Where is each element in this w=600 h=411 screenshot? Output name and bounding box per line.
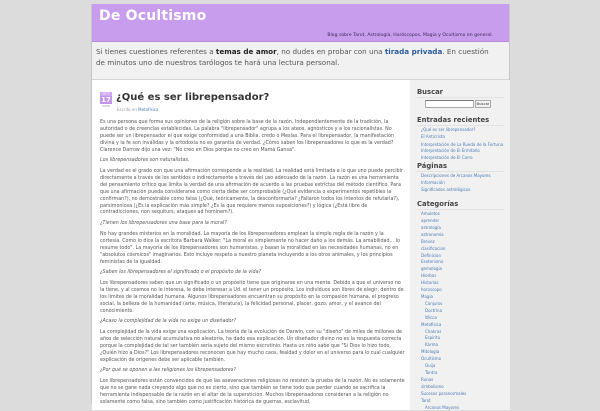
post-paragraph: No hay grandes misterios en la moralidad. La mayoría de los librepensadores emplean la simple regla de la razón y la cortesía. Como lo dice la escritora Barbara Walker: "La moral es simplemente no hacer daño a los demás. La amabilidad... lo resume todo". La mayoría de los librepensadores son humanistas, y basan la moralidad en las necesidades humanas, no en "absolutos cósmicos" imaginarios. Esto incluye respeto a nuestro planeta incluyendo a los otros animales, y los principios feministas de la igualdad. [100, 231, 400, 265]
search-input[interactable] [425, 100, 474, 108]
banner-text: Si tienes cuestiones referentes a [96, 47, 216, 56]
post-paragraph: Es una persona que forma sus opiniones de la religión sobre la base de la razón. Independientemente de la tradición, la autoridad o de creencias establecidas. La palabra "librepensador" agrupa a los ateos, agnósticos y a los racionalistas. No puede ser un librepensador el que exige conformidad a una Biblia, credo o Mesías. Para el librepensador, la manifestación divina y la fe son inválidas y la ortodoxia no es garantía de verdad. ¿Cómo saben los librepensadores lo que es la verdad? Clarence Darrow dijo una vez: "No creo en Dios porque no creo en Mamá Gansa". [100, 120, 394, 153]
date-year: 2008 [102, 104, 110, 108]
category-link[interactable]: Tantra [425, 369, 438, 375]
page-link[interactable]: Descripciones de Arcanos Mayores [421, 173, 491, 179]
date-month: OCT [100, 92, 112, 96]
category-link[interactable]: Mitologia [421, 349, 440, 355]
category-link[interactable]: astronomia [421, 231, 444, 237]
category-link[interactable]: Magia [421, 294, 434, 300]
page-link[interactable]: Información [421, 180, 445, 186]
banner-text: , no dudes en probar con una [276, 47, 385, 56]
recent-post-link[interactable]: Interpretación de El Carro [421, 154, 473, 160]
search-widget [410, 80, 510, 108]
main-column [92, 80, 411, 410]
category-link[interactable]: Chakras [425, 328, 442, 334]
category-link[interactable]: Amuletos [421, 211, 440, 217]
categories-list [417, 211, 504, 411]
category-link[interactable]: simbolismo [421, 383, 444, 389]
site-tagline: Blog sobre Tarot, Astrología, Horóscopos, Magia y Ocultismo en general. [327, 33, 493, 38]
date-badge [100, 92, 112, 108]
category-link[interactable]: Wicca [425, 314, 437, 320]
post-paragraph: Los librepensadores están convencidos de que las aseveraciones religiosas no resisten la prueba de la razón. No es solamente que no se gane nada creyendo algo que no es cierto, sino que también se tiene todo que perder cuando se sacrifica la herramienta indispensable de la razón en el altar de la superstición. Muchos librepensadores consideran a la religión no solamente como falsa, sino también como justificación histórica de guerras, esclavitud, [100, 378, 405, 405]
search-button[interactable]: Buscar [476, 101, 490, 106]
post-title[interactable]: ¿Qué es ser librepensador? [116, 92, 270, 103]
post-category-link[interactable]: Metafísica [138, 107, 159, 112]
site-title[interactable]: De Ocultismo [99, 8, 207, 24]
category-link[interactable]: Arcanos Mayores [425, 404, 460, 410]
page-link[interactable]: Significados astrológicos [421, 187, 471, 193]
category-link[interactable]: Ouija [425, 363, 436, 369]
category-link[interactable]: Runas [421, 376, 434, 382]
post-subheading: ¿Acaso la complejidad de la vida no exige un diseñador? [100, 319, 237, 325]
date-day: 17 [101, 96, 111, 104]
category-link[interactable]: Tarot [421, 397, 431, 403]
category-link[interactable]: Historias [421, 280, 439, 286]
post-paragraph: Los librepensadores saben que un significado o un propósito tiene que originarse en una mente. Debido a que el universo no la tiene, y al cosmos no le interesa, le debe interesar a Ud. el tener un propósito. Los individuos son libres de elegir, dentro de los límites de la moralidad humana. Algunos librepensadores encuentran su propósito en la compasión humana, el progreso social, la belleza de la humanidad (arte, música, literatura), la felicidad personal, placer, gozo, amor, y el avance del conocimiento. [100, 280, 404, 314]
banner-text: . En cuestión de minutos uno de nuestros tarólogos te hará una lectura personal. [96, 47, 489, 67]
pages-list [417, 173, 504, 194]
post-paragraph: La verdad es el grado con que una afirmación corresponde a la realidad. La realidad está limitada a lo que uno puede percibir directamente a través de los sentidos o indirectamente a través del uso adecuado de la razón. La razón es una herramienta del pensamiento crítico que limita la verdad de una afirmación de acuerdo a las pruebas estrictas del método científico. Para que una afirmación pueda considerarse como cierta debe ser comprobable (¿Qué evidencia o experimentos repetibles la confirman?), no demostrable como falsa (¿Qué, teóricamente, la desconformaría? ¿Fallaron todos los intentos de refutarla?), parsimoniosa (¿Es la explicación más simple? ¿Es la que requiere menos suposiciones?) y lógica (¿Está libre de contradicciones, non sequiturs, ataques ad hominem?). [100, 169, 403, 216]
category-link[interactable]: aprender [421, 218, 440, 224]
search-form [417, 98, 504, 108]
category-link[interactable]: Brevez [421, 238, 435, 244]
category-link[interactable]: Conjuros [425, 300, 443, 306]
post-paragraph: La complejidad de la vida exige una explicación. La teoría de la evolución de Darwin, con su "diseño" de miles de millones de años de selección natural acumulativa no aleatoria, ha dado esa explicación. Un diseñador divino no es la respuesta correcta porque la complejidad de tal ser también sería sujeto del mismo escrutinio. Hasta un niño sabe que "Si Dios lo hizo todo, ¿Quién hizo a Dios?" Los librepensadores reconocen que hay mucho caos, fealdad y dolor en el universo para lo cual cualquier explicación de orígenes debe ser aplicable también. [100, 329, 405, 363]
category-link[interactable]: Doctrina [425, 307, 443, 313]
post-subheading: ¿Por qué se oponen a las religiones los librepensadores? [100, 368, 236, 374]
page-container [91, 4, 510, 410]
site-header [92, 4, 509, 42]
widget-title-recent: Entradas recientes [417, 116, 504, 126]
category-link[interactable]: horoscopo [421, 287, 442, 293]
recent-post-link[interactable]: Interpretación de El Ermitaño [421, 147, 480, 153]
category-link[interactable]: Ocultismo [421, 356, 442, 362]
category-link[interactable]: Metafisica [421, 321, 442, 327]
content-area [92, 80, 509, 410]
banner-bold: temas de amor [215, 47, 277, 56]
category-link[interactable]: astrologia [421, 224, 441, 230]
category-link[interactable]: Definicion [421, 252, 441, 258]
post-subheading: Los librepensadores son naturalistas. [100, 158, 190, 164]
post-subheading: ¿Tienen los librepensadores una base para la moral? [100, 221, 227, 227]
recent-post-link[interactable]: El Anticristo [421, 133, 445, 139]
meta-prefix: Escrito en [117, 107, 139, 112]
categories-widget [410, 194, 510, 411]
promo-banner [92, 42, 509, 80]
widget-title-categories: Categorías [417, 200, 504, 210]
category-link[interactable]: gemologia [421, 266, 443, 272]
recent-post-link[interactable]: ¿Qué es ser librepensador? [421, 127, 476, 132]
recent-post-link[interactable]: Interpretación de La Rueda de la Fortuna [421, 141, 504, 147]
tirada-privada-link[interactable]: tirada privada [384, 47, 443, 56]
pages-widget [410, 161, 510, 194]
category-link[interactable]: Esoterismo [421, 259, 444, 265]
post-body [100, 120, 405, 410]
category-link[interactable]: Sucesos paranormales [421, 390, 467, 396]
recent-posts-widget [410, 108, 510, 161]
sidebar [410, 80, 510, 410]
widget-title-search: Buscar [417, 88, 504, 98]
post-meta [117, 107, 158, 112]
category-link[interactable]: Espiritu [425, 335, 441, 341]
widget-title-pages: Páginas [417, 162, 504, 172]
category-link[interactable]: clasificacion [421, 245, 446, 251]
recent-posts-list [417, 127, 504, 161]
category-link[interactable]: Karma [425, 342, 438, 348]
category-link[interactable]: Hierbas [421, 273, 437, 279]
post-subheading: ¿Saben los librepensadores el significado o el propósito de la vida? [100, 270, 262, 276]
